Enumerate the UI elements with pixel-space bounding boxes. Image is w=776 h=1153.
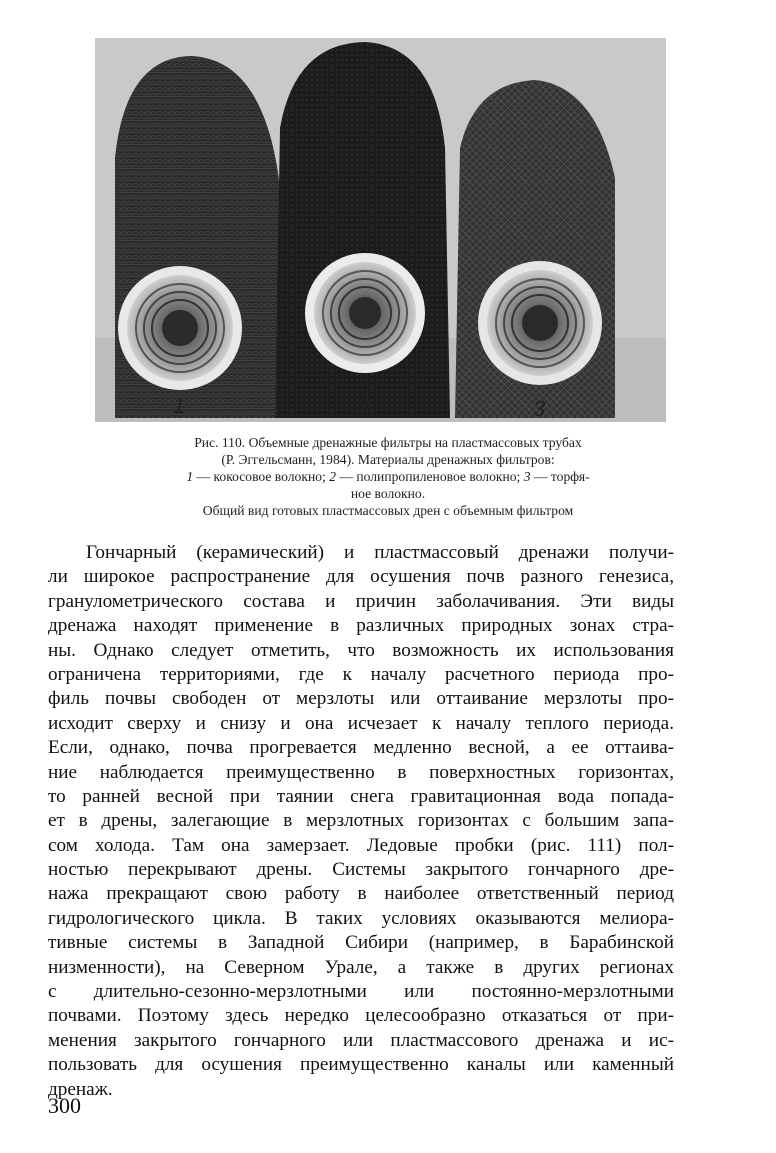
body-line: филь почвы свободен от мерзлоты или оттаивание мерзлоты про- bbox=[48, 688, 674, 710]
body-line: менения закрытого гончарного или пластмассового дренажа и ис- bbox=[48, 1029, 674, 1051]
caption-line-4: ное волокно. bbox=[350, 486, 426, 501]
body-line: дренажа находят применение в различных природных зонах стра- bbox=[48, 615, 674, 637]
body-line: пользовать для осушения преимущественно каналы или каменный bbox=[48, 1054, 674, 1076]
body-line: ли широкое распространение для осушения почв разного генезиса, bbox=[48, 566, 674, 588]
figure-label-3: 3 bbox=[533, 396, 546, 421]
caption-text-c: — торфя- bbox=[530, 469, 590, 484]
body-line: гидрологического цикла. В таких условиях оказываются мелиора- bbox=[48, 907, 674, 929]
caption-line-5: Общий вид готовых пластмассовых дрен с объемным фильтром bbox=[202, 503, 574, 518]
body-line: исходит сверху и снизу и она исчезает к началу теплого периода. bbox=[48, 712, 674, 734]
pipe-opening-3 bbox=[478, 261, 602, 385]
caption-text-a: — кокосовое волокно; bbox=[193, 469, 330, 484]
caption-line-1: Рис. 110. Объемные дренажные фильтры на пластмассовых трубах bbox=[194, 435, 582, 450]
body-line: сом холода. Там она замерзает. Ледовые пробки (рис. 111) пол- bbox=[48, 834, 674, 856]
photo-illustration bbox=[95, 38, 666, 422]
body-line: тивные системы в Западной Сибири (например, в Барабинской bbox=[48, 932, 674, 954]
caption-text-b: — полипропиленовое волокно; bbox=[335, 469, 524, 484]
body-line: низменности), на Северном Урале, а также в других регионах bbox=[48, 956, 674, 978]
figure-caption bbox=[70, 434, 706, 519]
figure-label-1: 1 bbox=[173, 393, 186, 418]
body-line: гранулометрического состава и причин заболачивания. Эти виды bbox=[48, 590, 674, 612]
body-line: с длительно-сезонно-мерзлотными или постоянно-мерзлотными bbox=[48, 981, 674, 1003]
body-line: ние наблюдается преимущественно в поверхностных горизонтах, bbox=[48, 761, 674, 783]
body-line: ны. Однако следует отметить, что возможность их использования bbox=[48, 639, 674, 661]
page-number: 300 bbox=[48, 1093, 81, 1118]
caption-line-3 bbox=[70, 468, 706, 485]
body-line: ограничена территориями, где к началу расчетного периода про- bbox=[48, 663, 674, 685]
pipe-opening-2 bbox=[305, 253, 425, 373]
caption-num-1: 1 bbox=[186, 469, 194, 484]
pipe-opening-1 bbox=[118, 266, 242, 390]
body-line: ностью перекрывают дрены. Системы закрытого гончарного дре- bbox=[48, 859, 674, 881]
body-line: Гончарный (керамический) и пластмассовый дренажи получи- bbox=[86, 542, 674, 563]
body-line: Если, однако, почва прогревается медленно весной, а ее оттаива- bbox=[48, 737, 674, 759]
caption-num-2: 2 bbox=[329, 469, 336, 484]
body-line: почвами. Поэтому здесь нередко целесообразно отказаться от при- bbox=[48, 1005, 674, 1027]
caption-line-2: (Р. Эггельсманн, 1984). Материалы дренажных фильтров: bbox=[221, 452, 555, 467]
body-line: ет в дрены, залегающие в мерзлотных горизонтах с большим запа- bbox=[48, 810, 674, 832]
figure-label-2: 2 bbox=[358, 393, 371, 418]
body-paragraph bbox=[48, 541, 674, 1102]
body-line: дренаж. bbox=[48, 1078, 113, 1100]
body-line: то ранней весной при таянии снега гравитационная вода попада- bbox=[48, 785, 674, 807]
body-line: нажа прекращают свою работу в наиболее ответственный период bbox=[48, 883, 674, 905]
photo-drainage-filters bbox=[95, 38, 666, 422]
caption-num-3: 3 bbox=[523, 469, 531, 484]
